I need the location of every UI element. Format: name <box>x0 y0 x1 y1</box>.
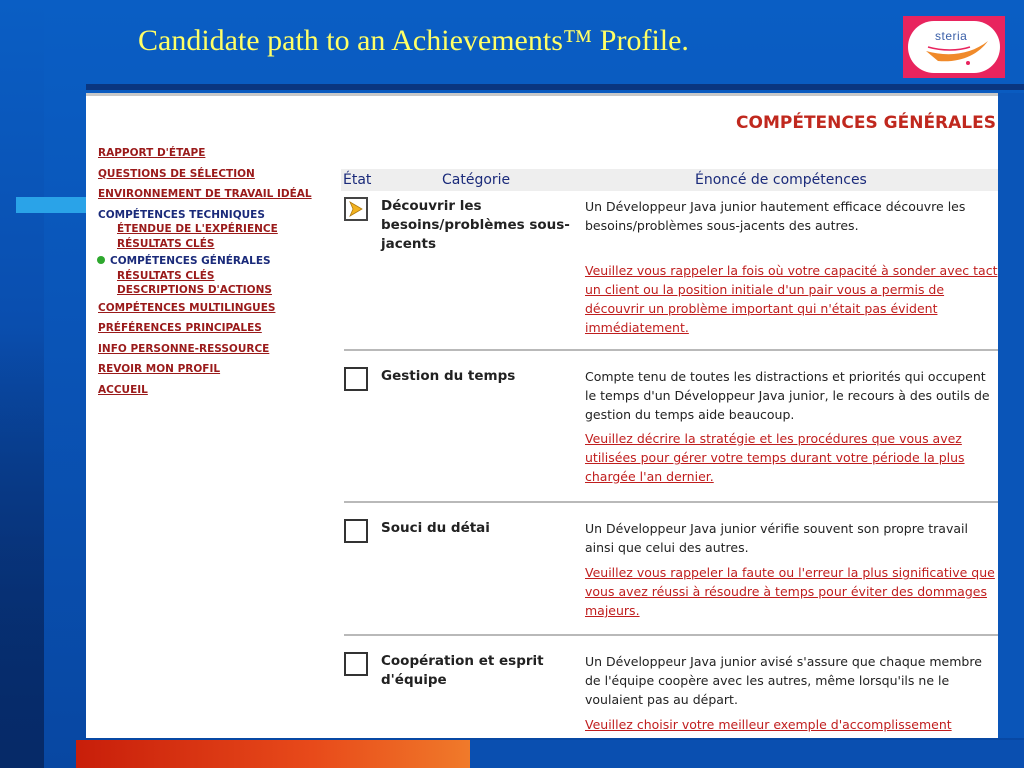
nav-rapport-etape[interactable]: RAPPORT D'ÉTAPE <box>98 147 206 159</box>
table-row <box>344 519 998 629</box>
status-checkbox[interactable] <box>344 519 368 543</box>
row-prompt-link[interactable]: Veuillez vous rappeler la faute ou l'erreur la plus significative que vous avez réussi à résoudre à temps pour éviter des dommages majeurs. <box>585 565 995 618</box>
row-description: Un Développeur Java junior vérifie souvent son propre travail ainsi que celui des autres. <box>585 521 968 555</box>
nav-preferences-principales[interactable]: PRÉFÉRENCES PRINCIPALES <box>98 322 262 334</box>
right-strip <box>998 93 1024 738</box>
nav-competences-techniques: COMPÉTENCES TECHNIQUES <box>98 208 265 221</box>
accent-bar <box>16 197 90 213</box>
row-divider <box>344 634 998 636</box>
nav-info-personne-ressource[interactable]: INFO PERSONNE-RESSOURCE <box>98 342 270 355</box>
arrow-right-icon <box>348 201 364 217</box>
row-description: Un Développeur Java junior avisé s'assure que chaque membre de l'équipe coopère avec les autres, même lorsqu'ils ne le voulaient pas au départ. <box>585 654 982 707</box>
row-prompt-link[interactable]: Veuillez choisir votre meilleur exemple d'accomplissement <box>585 717 952 732</box>
header-categorie: Catégorie <box>442 172 511 188</box>
row-category: Découvrir les besoins/problèmes sous-jacents <box>381 198 570 252</box>
panel-top-line <box>86 93 998 96</box>
left-band-shade <box>0 330 44 768</box>
row-prompt-link[interactable]: Veuillez vous rappeler la fois où votre capacité à sonder avec tact un client ou la position initiale d'un pair vous a permis de découvrir un problème important qui n'était pas évident immédiatement. <box>585 263 998 335</box>
table-row <box>344 652 998 738</box>
nav-accueil[interactable]: ACCUEIL <box>98 383 148 396</box>
nav-questions-selection[interactable]: QUESTIONS DE SÉLECTION <box>98 167 255 180</box>
steria-logo <box>903 16 1005 78</box>
row-divider <box>344 501 998 503</box>
row-category: Coopération et esprit d'équipe <box>381 653 544 688</box>
row-description: Compte tenu de toutes les distractions et priorités qui occupent le temps d'un Développeur Java junior, le recours à des outils de gestion du temps aide beaucoup. <box>585 369 990 422</box>
nav-revoir-profil[interactable]: REVOIR MON PROFIL <box>98 363 221 375</box>
table-header <box>341 169 998 191</box>
side-navigation <box>98 143 338 400</box>
nav-competences-generales[interactable] <box>97 254 338 269</box>
nav-competences-generales-label: COMPÉTENCES GÉNÉRALES <box>110 255 271 267</box>
slide-title: Candidate path to an Achievements™ Profile. <box>138 24 689 57</box>
status-checkbox[interactable] <box>344 197 368 221</box>
bottom-accent-bar <box>76 740 470 768</box>
section-title: COMPÉTENCES GÉNÉRALES <box>736 113 996 133</box>
row-category: Souci du détai <box>381 520 490 536</box>
logo-badge <box>908 21 1000 73</box>
nav-resultats-cles-tech[interactable]: RÉSULTATS CLÉS <box>117 237 215 250</box>
current-page-dot-icon <box>97 256 105 264</box>
status-checkbox[interactable] <box>344 367 368 391</box>
header-enonce: Énoncé de compétences <box>695 172 867 188</box>
row-divider <box>344 349 998 351</box>
bottom-bar <box>470 740 1024 768</box>
nav-etendue-experience[interactable]: ÉTENDUE DE L'EXPÉRIENCE <box>117 223 278 235</box>
table-row <box>344 197 998 347</box>
row-description: Un Développeur Java junior hautement efficace découvre les besoins/problèmes sous-jacents des autres. <box>585 199 966 233</box>
status-checkbox[interactable] <box>344 652 368 676</box>
screenshot-panel <box>86 93 998 738</box>
row-prompt-link[interactable]: Veuillez décrire la stratégie et les procédures que vous avez utilisées pour gérer votre temps durant votre période la plus chargée l'an dernier. <box>585 431 965 484</box>
nav-environnement-travail[interactable]: ENVIRONNEMENT DE TRAVAIL IDÉAL <box>98 188 312 200</box>
nav-competences-multilingues[interactable]: COMPÉTENCES MULTILINGUES <box>98 301 276 314</box>
nav-resultats-cles-gen[interactable]: RÉSULTATS CLÉS <box>117 269 215 282</box>
nav-descriptions-actions[interactable]: DESCRIPTIONS D'ACTIONS <box>117 284 272 296</box>
logo-text: steria <box>935 29 968 43</box>
header-etat: État <box>343 172 372 188</box>
row-category: Gestion du temps <box>381 368 516 384</box>
table-row <box>344 367 998 497</box>
top-divider-bar <box>86 84 1024 90</box>
